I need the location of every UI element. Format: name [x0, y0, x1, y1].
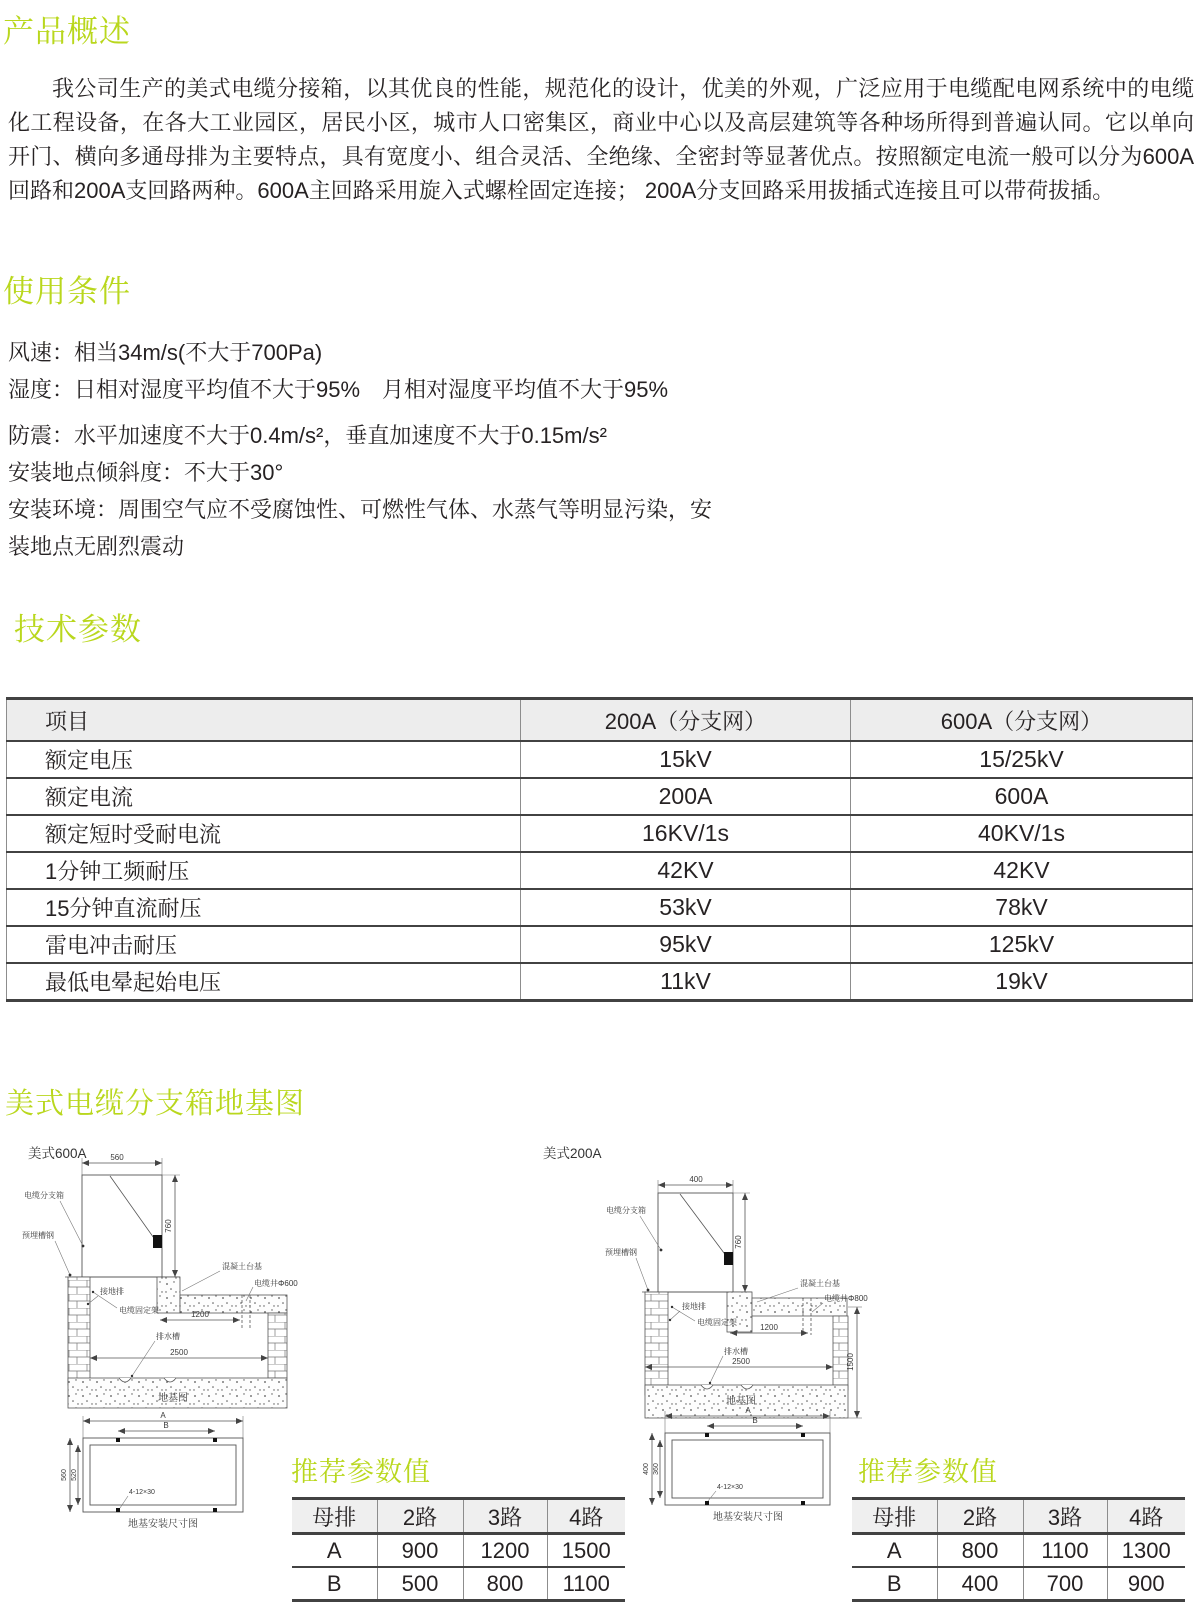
col-header-item: 项目 — [45, 708, 90, 734]
row-label: 1分钟工频耐压 — [45, 859, 190, 884]
label-cable-well: 电缆井Φ800 — [824, 1294, 868, 1303]
label-ground-bar: 接地排 — [682, 1302, 706, 1311]
dim-height: 760 — [734, 1235, 743, 1249]
cell: 500 — [377, 1567, 463, 1601]
label-cable-bracket: 电缆固定架 — [119, 1306, 159, 1315]
overview-paragraph — [8, 72, 1194, 208]
section-title-foundation: 美式电缆分支箱地基图 — [5, 1088, 306, 1120]
table-row — [852, 1534, 1185, 1568]
box-outline-600a — [82, 1158, 180, 1277]
recommended-table-left — [292, 1497, 625, 1602]
cell-600a: 15/25kV — [851, 741, 1193, 778]
col-header: 母排 — [312, 1504, 357, 1530]
label-ground-bar: 接地排 — [100, 1287, 124, 1296]
row-label: 额定电压 — [45, 748, 134, 773]
table-row — [7, 926, 1193, 963]
cell: 1100 — [547, 1567, 625, 1601]
cell-600a: 78kV — [851, 889, 1193, 926]
label-drain: 排水槽 — [156, 1332, 180, 1341]
latch-mark — [724, 1252, 733, 1265]
paragraph-line: 开门、横向多通母排为主要特点，具有宽度小、组合灵活、全绝缘、全密封等显著优点。按照额定电流一般可以分为600A — [8, 144, 1194, 169]
cell-200a: 11kV — [521, 963, 851, 1001]
condition-item: 风速：相当34m/s(不大于700Pa) — [8, 340, 323, 365]
dim-top: 560 — [110, 1153, 124, 1162]
label-concrete-base: 混凝土台基 — [222, 1262, 262, 1271]
dim-a: A — [160, 1411, 166, 1420]
dim-bottom: 2500 — [732, 1357, 750, 1366]
row-label: 额定电流 — [45, 785, 134, 810]
col-header: 母排 — [872, 1504, 917, 1530]
cell: 900 — [377, 1534, 463, 1568]
cell-200a: 53kV — [521, 889, 851, 926]
cell: B — [326, 1570, 342, 1596]
condition-item: 装地点无剧烈震动 — [8, 534, 185, 559]
label-cable-bracket: 电缆固定架 — [697, 1318, 737, 1327]
section-title-overview: 产品概述 — [3, 14, 131, 49]
cell-200a: 16KV/1s — [521, 815, 851, 852]
col-header: 2路 — [937, 1499, 1023, 1534]
row-label: 雷电冲击耐压 — [45, 933, 178, 958]
col-header: 4路 — [547, 1499, 625, 1534]
bolt-spec: 4-12×30 — [129, 1489, 155, 1496]
bolt-spec: 4-12×30 — [717, 1484, 743, 1491]
cell: A — [326, 1537, 342, 1563]
cell: 1500 — [547, 1534, 625, 1568]
dim-top: 400 — [689, 1175, 703, 1184]
variant-label-600a: 美式600A — [28, 1146, 87, 1161]
cell-600a: 19kV — [851, 963, 1193, 1001]
left-wall — [645, 1292, 668, 1395]
dim-mid: 1200 — [191, 1310, 209, 1319]
col-header: 3路 — [463, 1499, 547, 1534]
paragraph-line: 回路和200A支回路两种。600A主回路采用旋入式螺栓固定连接； 200A分支回路采用拔插式连接且可以带荷拔插。 — [8, 178, 1115, 203]
dim-h2: 520 — [71, 1469, 78, 1481]
cell: 1200 — [463, 1534, 547, 1568]
cell-200a: 200A — [521, 778, 851, 815]
recommended-title-right: 推荐参数值 — [858, 1457, 998, 1487]
section-title-conditions: 使用条件 — [3, 274, 131, 309]
condition-item: 安装环境：周围空气应不受腐蚀性、可燃性气体、水蒸气等明显污染，安 — [8, 497, 713, 522]
dim-bottom: 2500 — [170, 1348, 188, 1357]
label-embedded-channel: 预埋槽钢 — [22, 1231, 54, 1240]
dim-h1: 400 — [643, 1463, 650, 1475]
dim-a: A — [745, 1406, 751, 1415]
cell: 1300 — [1107, 1534, 1185, 1568]
condition-item: 防震：水平加速度不大于0.4m/s²，垂直加速度不大于0.15m/s² — [8, 423, 607, 448]
row-label: 最低电晕起始电压 — [45, 970, 222, 995]
col-header: 4路 — [1107, 1499, 1185, 1534]
dim-height: 760 — [164, 1219, 173, 1233]
condition-item: 安装地点倾斜度：不大于30° — [8, 460, 284, 485]
caption-install: 地基安装尺寸图 — [128, 1519, 198, 1530]
cell-600a: 600A — [851, 778, 1193, 815]
cell: 900 — [1107, 1567, 1185, 1601]
caption-install: 地基安装尺寸图 — [713, 1512, 783, 1523]
table-row — [292, 1534, 625, 1568]
table-header-row — [292, 1499, 625, 1534]
cell-600a: 125kV — [851, 926, 1193, 963]
dim-h1: 560 — [61, 1469, 68, 1481]
col-header-200a: 200A（分支网） — [521, 699, 851, 742]
table-row — [852, 1567, 1185, 1601]
dim-h2: 360 — [653, 1463, 660, 1475]
row-label: 额定短时受耐电流 — [45, 822, 222, 847]
col-header: 3路 — [1023, 1499, 1107, 1534]
dim-b: B — [752, 1416, 758, 1425]
table-row — [7, 889, 1193, 926]
table-row — [292, 1567, 625, 1601]
paragraph-line: 我公司生产的美式电缆分接箱，以其优良的性能，规范化的设计，优美的外观，广泛应用于电缆配电网系统中的电缆 — [52, 76, 1194, 101]
table-header-row — [7, 699, 1193, 742]
label-concrete-base: 混凝土台基 — [800, 1279, 840, 1288]
conditions-list — [8, 334, 1194, 565]
concrete-block — [157, 1277, 180, 1313]
cell: 800 — [937, 1534, 1023, 1568]
row-label: 15分钟直流耐压 — [45, 896, 202, 921]
table-header-row — [852, 1499, 1185, 1534]
cell: 1100 — [1023, 1534, 1107, 1568]
left-wall — [68, 1277, 90, 1385]
dim-b: B — [163, 1421, 169, 1430]
foundation-section-600a — [65, 1277, 287, 1408]
cell: 400 — [937, 1567, 1023, 1601]
dim-right: 1500 — [846, 1353, 855, 1371]
recommended-table-right — [852, 1497, 1185, 1602]
condition-item: 湿度：日相对湿度平均值不大于95% 月相对湿度平均值不大于95% — [8, 377, 669, 402]
foundation-diagram-600a — [10, 1140, 320, 1560]
cell: A — [886, 1537, 902, 1563]
col-header: 2路 — [377, 1499, 463, 1534]
cell: 800 — [463, 1567, 547, 1601]
table-row — [7, 852, 1193, 889]
caption-foundation: 地基图 — [158, 1393, 188, 1404]
cell-200a: 95kV — [521, 926, 851, 963]
col-header-600a: 600A（分支网） — [851, 699, 1193, 742]
cell-600a: 42KV — [851, 852, 1193, 889]
label-cable-branch-box: 电缆分支箱 — [606, 1206, 646, 1215]
install-dims-600a — [70, 1416, 243, 1512]
table-row — [7, 741, 1193, 778]
cell-200a: 15kV — [521, 741, 851, 778]
table-row — [7, 963, 1193, 1001]
latch-mark — [153, 1235, 162, 1248]
table-row — [7, 778, 1193, 815]
section-title-tech: 技术参数 — [14, 612, 142, 647]
cell-200a: 42KV — [521, 852, 851, 889]
dim-mid: 1200 — [760, 1323, 778, 1332]
label-cable-branch-box: 电缆分支箱 — [24, 1191, 64, 1200]
right-wall — [268, 1313, 287, 1378]
cell: 700 — [1023, 1567, 1107, 1601]
variant-label-200a: 美式200A — [543, 1146, 602, 1161]
cell-600a: 40KV/1s — [851, 815, 1193, 852]
tech-params-table — [6, 697, 1193, 1002]
label-cable-well: 电缆井Φ600 — [254, 1279, 298, 1288]
right-wall — [833, 1316, 848, 1390]
table-row — [7, 815, 1193, 852]
label-drain: 排水槽 — [724, 1347, 748, 1356]
caption-foundation: 地基图 — [726, 1396, 756, 1407]
paragraph-line: 化工程设备，在各大工业园区，居民小区，城市人口密集区，商业中心以及高层建筑等各种场所得到普遍认同。它以单向 — [8, 110, 1194, 135]
label-embedded-channel: 预埋槽钢 — [605, 1248, 637, 1257]
recommended-title-left: 推荐参数值 — [291, 1457, 431, 1487]
cell: B — [886, 1570, 902, 1596]
